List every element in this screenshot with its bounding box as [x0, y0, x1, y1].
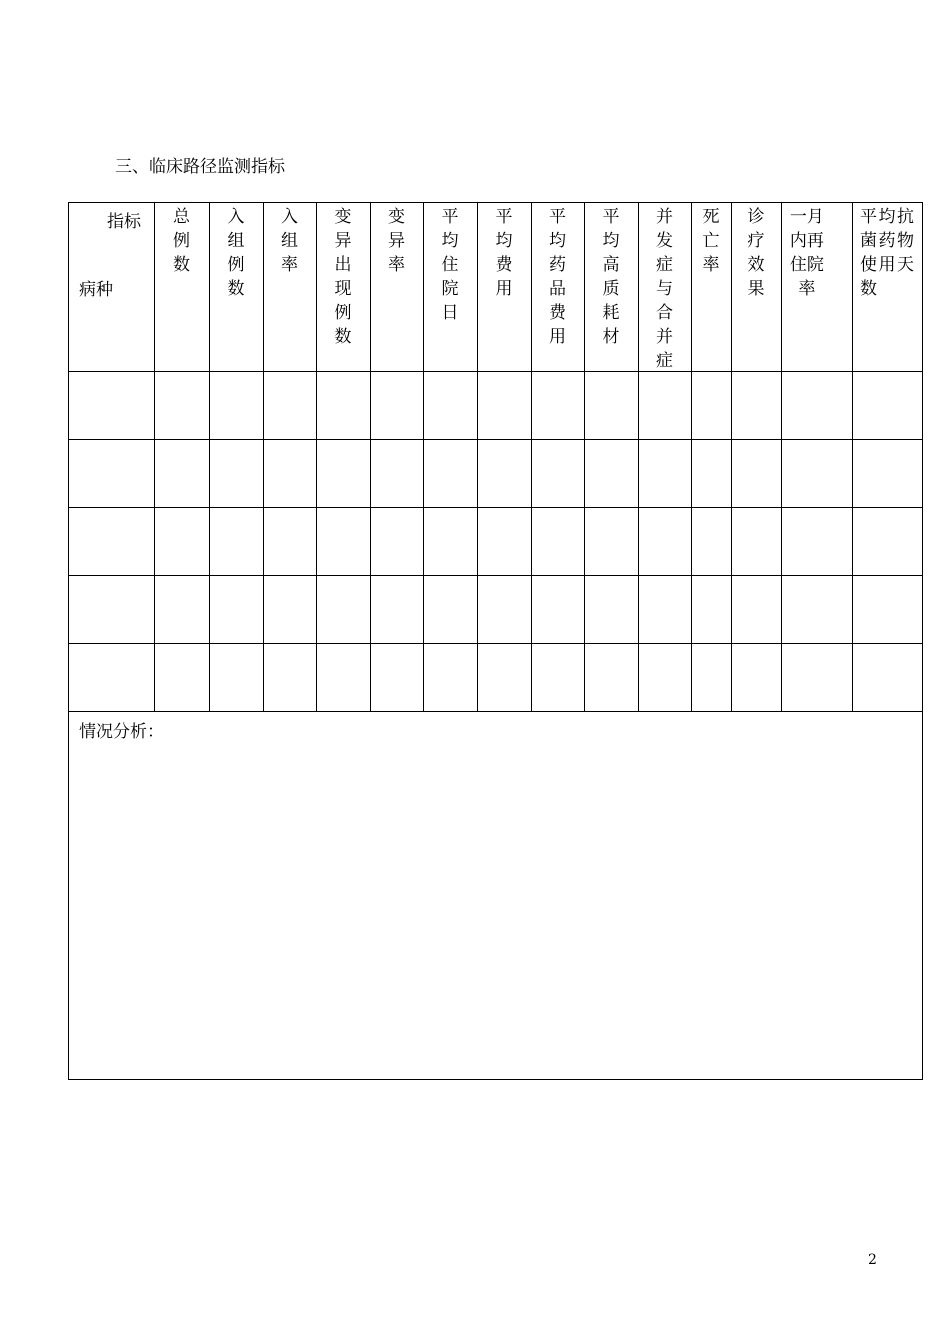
table-cell[interactable] [370, 507, 423, 575]
table-cell[interactable] [852, 439, 922, 507]
table-cell[interactable] [531, 439, 584, 507]
table-cell[interactable] [263, 507, 316, 575]
column-header [781, 203, 852, 371]
table-cell[interactable] [263, 371, 316, 439]
table-cell[interactable] [316, 439, 370, 507]
column-header-label: 平均药品费用 [549, 207, 566, 347]
table-cell[interactable] [69, 575, 154, 643]
table-cell[interactable] [69, 371, 154, 439]
table-cell[interactable] [316, 371, 370, 439]
table-cell[interactable] [316, 575, 370, 643]
table-cell[interactable] [370, 643, 423, 711]
row-divider [69, 711, 922, 712]
column-header-label: 变异率 [388, 207, 405, 275]
table-cell[interactable] [316, 507, 370, 575]
column-header-label: 变异出现例数 [334, 207, 352, 347]
table-cell[interactable] [477, 575, 531, 643]
table-cell[interactable] [263, 439, 316, 507]
column-header [423, 203, 477, 371]
column-header [263, 203, 316, 371]
column-header [477, 203, 531, 371]
column-header [154, 203, 209, 371]
table-cell[interactable] [638, 439, 691, 507]
table-cell[interactable] [154, 643, 209, 711]
column-header [370, 203, 423, 371]
table-cell[interactable] [691, 575, 731, 643]
column-header-label: 平均高质耗材 [602, 207, 620, 347]
table-cell[interactable] [731, 439, 781, 507]
table-cell[interactable] [638, 643, 691, 711]
column-header [731, 203, 781, 371]
table-cell[interactable] [691, 643, 731, 711]
table-cell[interactable] [531, 507, 584, 575]
table-cell[interactable] [691, 439, 731, 507]
table-cell[interactable] [638, 371, 691, 439]
table-cell[interactable] [69, 507, 154, 575]
table-cell[interactable] [370, 575, 423, 643]
table-cell[interactable] [69, 643, 154, 711]
table-cell[interactable] [263, 575, 316, 643]
table-cell[interactable] [584, 643, 638, 711]
table-cell[interactable] [852, 643, 922, 711]
table-cell[interactable] [731, 643, 781, 711]
column-header [691, 203, 731, 371]
table-cell[interactable] [852, 507, 922, 575]
table-cell[interactable] [423, 507, 477, 575]
table-cell[interactable] [584, 575, 638, 643]
table-cell[interactable] [584, 507, 638, 575]
table-cell[interactable] [316, 643, 370, 711]
table-cell[interactable] [531, 575, 584, 643]
column-header [316, 203, 370, 371]
table-cell[interactable] [209, 439, 263, 507]
table-cell[interactable] [584, 439, 638, 507]
table-cell[interactable] [370, 439, 423, 507]
table-cell[interactable] [154, 507, 209, 575]
table-cell[interactable] [69, 439, 154, 507]
table-cell[interactable] [584, 371, 638, 439]
table-cell[interactable] [731, 507, 781, 575]
table-cell[interactable] [209, 371, 263, 439]
column-header-label: 总例数 [173, 207, 190, 275]
column-header-label: 并发症与合并症 [656, 207, 673, 371]
table-cell[interactable] [781, 371, 852, 439]
table-cell[interactable] [531, 371, 584, 439]
table-cell[interactable] [691, 371, 731, 439]
column-header [852, 203, 922, 371]
column-header-label: 平均抗菌药物使用天数 [860, 207, 914, 299]
table-cell[interactable] [781, 575, 852, 643]
column-header [638, 203, 691, 371]
table-cell[interactable] [852, 575, 922, 643]
table-cell[interactable] [731, 575, 781, 643]
table-cell[interactable] [852, 371, 922, 439]
table-cell[interactable] [477, 643, 531, 711]
table-cell[interactable] [423, 371, 477, 439]
table-cell[interactable] [423, 575, 477, 643]
column-header-label: 一月内再住院率 [789, 207, 824, 299]
table-cell[interactable] [477, 439, 531, 507]
column-header-label: 诊疗效果 [747, 207, 765, 299]
table-cell[interactable] [154, 439, 209, 507]
table-cell[interactable] [209, 507, 263, 575]
table-cell[interactable] [638, 507, 691, 575]
column-header-label: 平均费用 [495, 207, 513, 299]
column-header [209, 203, 263, 371]
column-header [531, 203, 584, 371]
table-cell[interactable] [781, 643, 852, 711]
table-cell[interactable] [477, 371, 531, 439]
table-cell[interactable] [691, 507, 731, 575]
table-cell[interactable] [263, 643, 316, 711]
table-cell[interactable] [209, 575, 263, 643]
corner-header-disease: 病种 [79, 280, 113, 300]
column-header [584, 203, 638, 371]
column-header-label: 入组率 [281, 207, 298, 275]
column-header-label: 死亡率 [702, 207, 720, 275]
table-cell[interactable] [423, 439, 477, 507]
table-cell[interactable] [531, 643, 584, 711]
table-cell[interactable] [423, 643, 477, 711]
table-cell[interactable] [638, 575, 691, 643]
analysis-label: 情况分析： [79, 722, 164, 742]
corner-header-indicator: 指标 [107, 212, 141, 232]
page-number: 2 [868, 1252, 877, 1268]
section-title: 三、临床路径监测指标 [115, 157, 285, 177]
table-cell[interactable] [781, 507, 852, 575]
table-cell[interactable] [477, 507, 531, 575]
table-cell[interactable] [731, 371, 781, 439]
table-cell[interactable] [781, 439, 852, 507]
table-cell[interactable] [370, 371, 423, 439]
table-cell[interactable] [154, 371, 209, 439]
table-cell[interactable] [209, 643, 263, 711]
table-cell[interactable] [154, 575, 209, 643]
monitoring-indicator-table [68, 202, 923, 1080]
column-header-label: 平均住院日 [441, 207, 459, 323]
column-header-label: 入组例数 [227, 207, 245, 299]
